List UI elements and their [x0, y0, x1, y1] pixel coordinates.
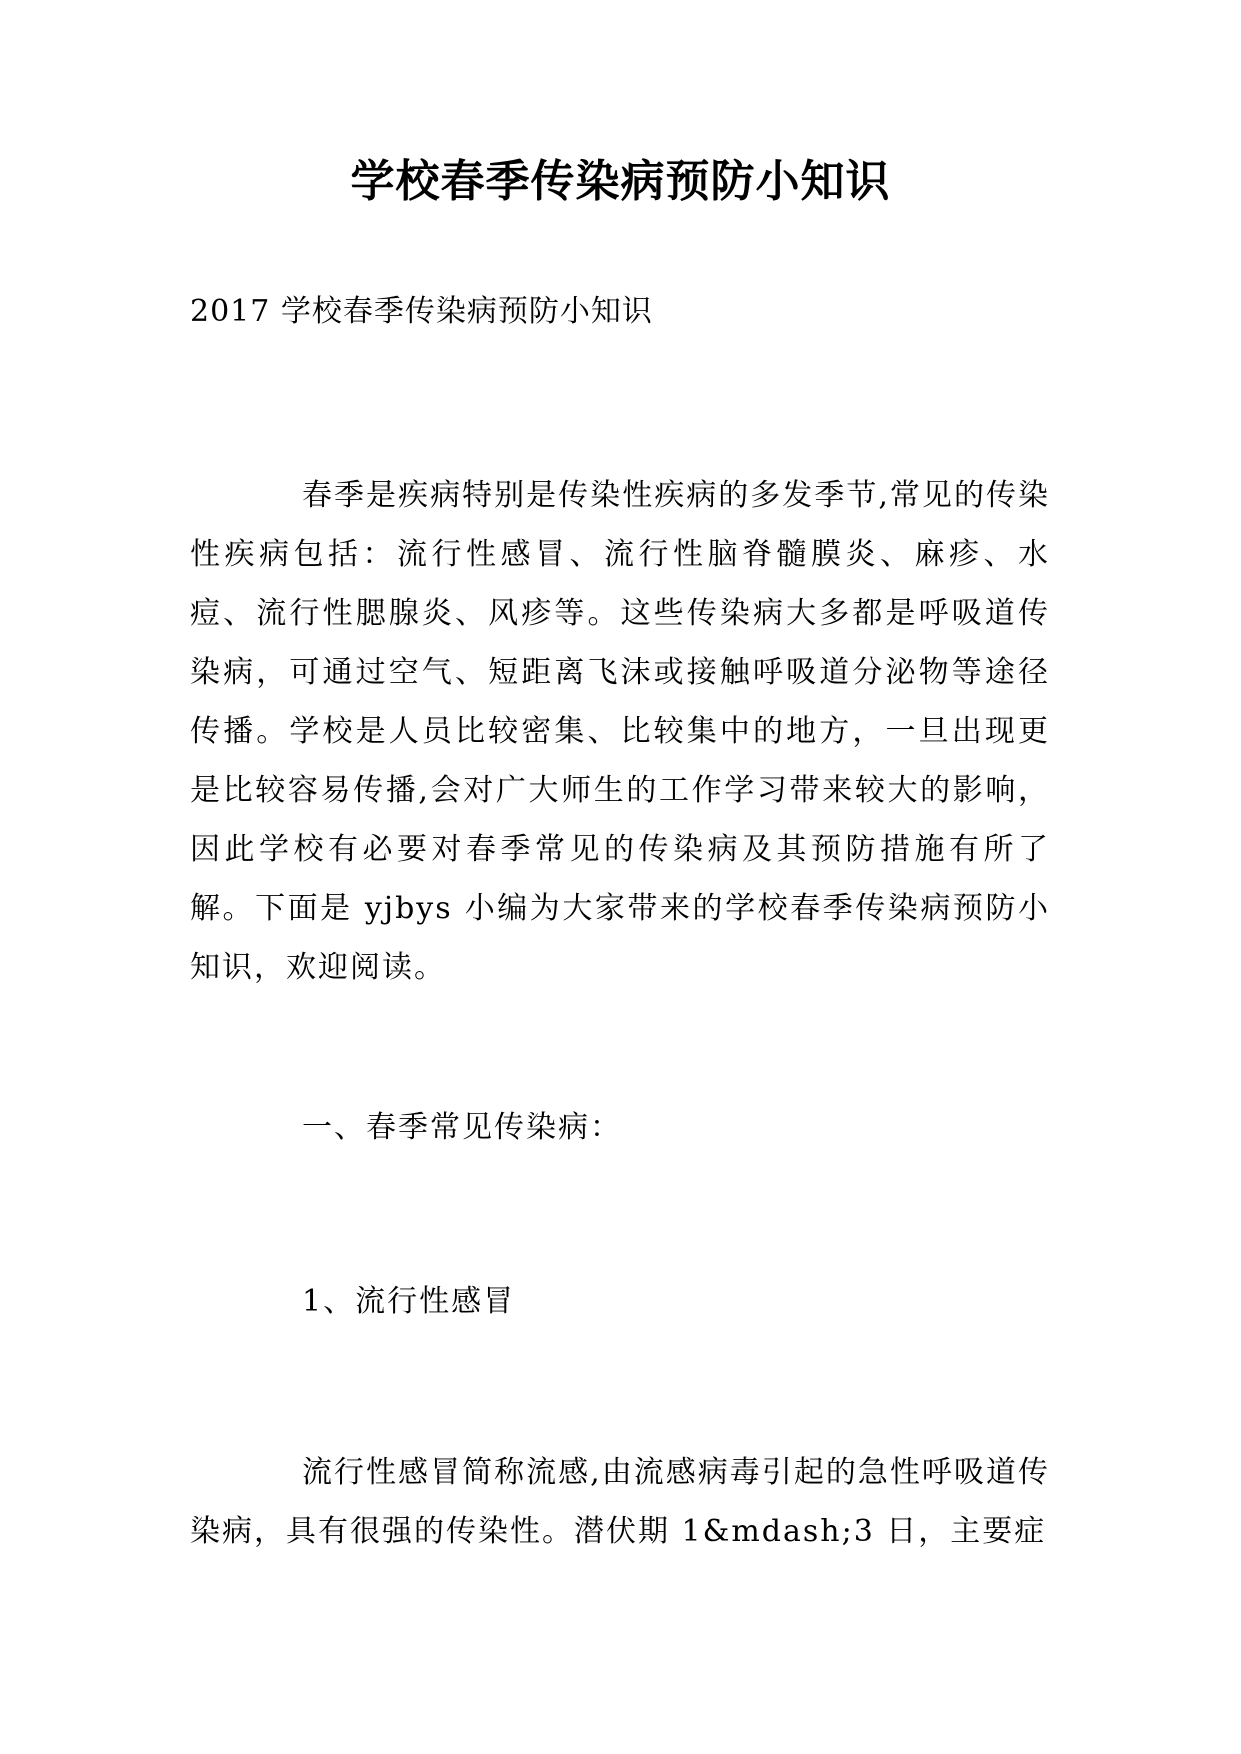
flu-paragraph: 流行性感冒简称流感,由流感病毒引起的急性呼吸道传染病，具有很强的传染性。潜伏期 1&mdash;3 日，主要症: [190, 1455, 1050, 1549]
item-heading: 1、流行性感冒: [302, 1284, 516, 1319]
document-title: 学校春季传染病预防小知识: [350, 156, 891, 207]
section-heading: 一、春季常见传染病：: [302, 1110, 622, 1145]
intro-paragraph: 春季是疾病特别是传染性疾病的多发季节,常见的传染性疾病包括：流行性感冒、流行性脑脊髓膜炎、麻疹、水痘、流行性腮腺炎、风疹等。这些传染病大多都是呼吸道传染病，可通过空气、短距离飞沫或接触呼吸道分泌物等途径传播。学校是人员比较密集、比较集中的地方，一旦出现更是比较容易传播,会对广大师生的工作学习带来较大的影响，因此学校有必要对春季常见的传染病及其预防措施有所了解。下面是 yjbys 小编为大家带来的学校春季传染病预防小知识，欢迎阅读。: [190, 478, 1050, 985]
document-subtitle: 2017 学校春季传染病预防小知识: [190, 294, 653, 329]
